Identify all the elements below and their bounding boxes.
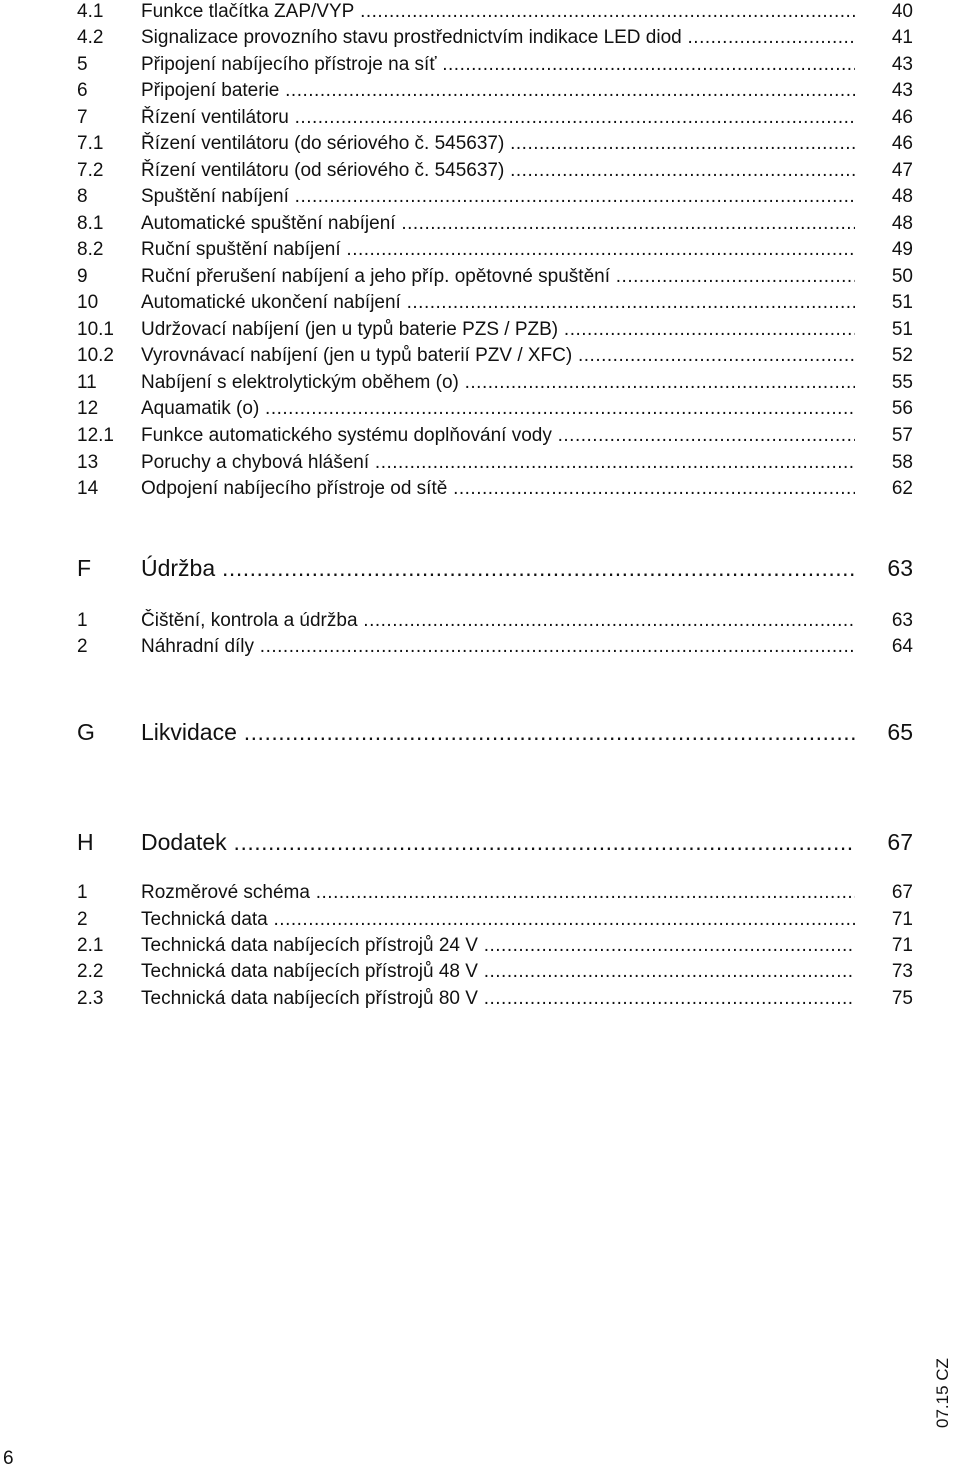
toc-page: 57	[891, 425, 913, 446]
toc-page: 46	[891, 133, 913, 154]
toc-title: Automatické spuštění nabíjení .....	[141, 212, 855, 236]
toc-page: 50	[891, 266, 913, 287]
toc-entry[interactable]	[77, 609, 913, 633]
toc-entry[interactable]	[77, 318, 913, 342]
toc-entry[interactable]	[77, 371, 913, 395]
toc-number: 1	[77, 610, 88, 631]
toc-entry[interactable]	[77, 53, 913, 77]
toc-title: Technická data nabíjecích přístrojů 24 V .....	[141, 934, 855, 958]
toc-number: 13	[77, 452, 99, 473]
toc-number: 8	[77, 186, 88, 207]
toc-page: 58	[891, 452, 913, 473]
toc-chapter[interactable]	[77, 553, 913, 583]
toc-title: Funkce tlačítka ZAP/VYP .....	[141, 0, 855, 24]
toc-number: F	[77, 555, 92, 581]
toc-title: Údržba .....	[141, 553, 855, 583]
toc-number: 2	[77, 909, 88, 930]
toc-chapter[interactable]	[77, 717, 913, 747]
toc-page: 67	[891, 882, 913, 903]
toc-page: 64	[891, 636, 913, 657]
toc-number: 10	[77, 292, 99, 313]
toc-number: 7.2	[77, 160, 104, 181]
toc-page: 43	[891, 80, 913, 101]
toc-entry[interactable]	[77, 477, 913, 501]
toc-page: 62	[891, 478, 913, 499]
toc-title: Odpojení nabíjecího přístroje od sítě .....	[141, 477, 855, 501]
toc-title: Likvidace .....	[141, 717, 855, 747]
toc-page: 67	[887, 829, 913, 855]
toc-title: Technická data nabíjecích přístrojů 80 V .....	[141, 987, 855, 1011]
toc-number: H	[77, 829, 94, 855]
page-number: 6	[3, 1448, 14, 1469]
toc-page: 49	[891, 239, 913, 260]
toc-entry[interactable]	[77, 908, 913, 932]
toc-page: 51	[891, 319, 913, 340]
toc-page: 46	[891, 107, 913, 128]
toc-page: 56	[891, 398, 913, 419]
toc-page: 65	[887, 719, 913, 745]
toc-title: Vyrovnávací nabíjení (jen u typů baterií PZV / XFC) .....	[141, 344, 855, 368]
toc-title: Připojení nabíjecího přístroje na síť .....	[141, 53, 855, 77]
toc-number: 5	[77, 54, 88, 75]
toc-title: Nabíjení s elektrolytickým oběhem (o) .....	[141, 371, 855, 395]
toc-number: 10.1	[77, 319, 114, 340]
toc-entry[interactable]	[77, 397, 913, 421]
toc-number: 2.2	[77, 961, 104, 982]
toc-entry[interactable]	[77, 960, 913, 984]
toc-page: 63	[887, 555, 913, 581]
toc-number: 6	[77, 80, 88, 101]
toc-number: 8.2	[77, 239, 104, 260]
toc-page: 51	[891, 292, 913, 313]
toc-entry[interactable]	[77, 881, 913, 905]
toc-entry[interactable]	[77, 212, 913, 236]
toc-entry[interactable]	[77, 0, 913, 24]
toc-title: Technická data nabíjecích přístrojů 48 V .....	[141, 960, 855, 984]
toc-entry[interactable]	[77, 424, 913, 448]
toc-page: 75	[891, 988, 913, 1009]
toc-page: 63	[891, 610, 913, 631]
toc-entry[interactable]	[77, 265, 913, 289]
toc-number: 2	[77, 636, 88, 657]
toc-page: 55	[891, 372, 913, 393]
toc-page: 73	[891, 961, 913, 982]
toc-title: Čištění, kontrola a údržba .....	[141, 609, 855, 633]
toc-number: 4.1	[77, 1, 104, 22]
toc-entry[interactable]	[77, 106, 913, 130]
toc-title: Spuštění nabíjení .....	[141, 185, 855, 209]
toc-title: Řízení ventilátoru .....	[141, 106, 855, 130]
toc-number: 7	[77, 107, 88, 128]
toc-entry[interactable]	[77, 132, 913, 156]
toc-number: 2.3	[77, 988, 104, 1009]
toc-title: Funkce automatického systému doplňování vody .....	[141, 424, 855, 448]
toc-number: G	[77, 719, 95, 745]
toc-entry[interactable]	[77, 344, 913, 368]
toc-page: 47	[891, 160, 913, 181]
toc-entry[interactable]	[77, 185, 913, 209]
toc-number: 12	[77, 398, 99, 419]
edition-label: 07.15 CZ	[933, 1358, 952, 1428]
toc-number: 12.1	[77, 425, 114, 446]
toc-entry[interactable]	[77, 79, 913, 103]
toc-page: 40	[891, 1, 913, 22]
toc-title: Řízení ventilátoru (do sériového č. 545637) .....	[141, 132, 855, 156]
toc-page: 48	[891, 186, 913, 207]
toc-number: 11	[77, 372, 97, 393]
toc-title: Signalizace provozního stavu prostřednictvím indikace LED diod .....	[141, 26, 855, 50]
toc-page: 52	[891, 345, 913, 366]
toc-title: Technická data .....	[141, 908, 855, 932]
toc-title: Ruční spuštění nabíjení .....	[141, 238, 855, 262]
toc-page: 41	[891, 27, 913, 48]
toc-title: Udržovací nabíjení (jen u typů baterie PZS / PZB) .....	[141, 318, 855, 342]
toc-title: Připojení baterie .....	[141, 79, 855, 103]
toc-number: 9	[77, 266, 88, 287]
toc-title: Rozměrové schéma .....	[141, 881, 855, 905]
toc-title: Ruční přerušení nabíjení a jeho příp. opětovné spuštění .....	[141, 265, 855, 289]
toc-number: 1	[77, 882, 88, 903]
toc-title: Poruchy a chybová hlášení .....	[141, 451, 855, 475]
toc-entry[interactable]	[77, 635, 913, 659]
toc-number: 4.2	[77, 27, 104, 48]
toc-entry[interactable]	[77, 934, 913, 958]
toc-title: Automatické ukončení nabíjení .....	[141, 291, 855, 315]
toc-entry[interactable]	[77, 987, 913, 1011]
toc-number: 8.1	[77, 213, 104, 234]
toc-entry[interactable]	[77, 451, 913, 475]
toc-entry[interactable]	[77, 159, 913, 183]
toc-number: 14	[77, 478, 99, 499]
toc-page: 71	[891, 935, 913, 956]
toc-chapter[interactable]	[77, 827, 913, 857]
toc-title: Řízení ventilátoru (od sériového č. 545637) .....	[141, 159, 855, 183]
toc-title: Dodatek .....	[141, 827, 855, 857]
toc-number: 7.1	[77, 133, 104, 154]
toc-page: 48	[891, 213, 913, 234]
toc-entry[interactable]	[77, 238, 913, 262]
toc-entry[interactable]	[77, 291, 913, 315]
toc-number: 10.2	[77, 345, 114, 366]
toc-page: 43	[891, 54, 913, 75]
toc-title: Náhradní díly .....	[141, 635, 855, 659]
toc-number: 2.1	[77, 935, 104, 956]
toc-page: 71	[891, 909, 913, 930]
toc-title: Aquamatik (o) .....	[141, 397, 855, 421]
toc-entry[interactable]	[77, 26, 913, 50]
